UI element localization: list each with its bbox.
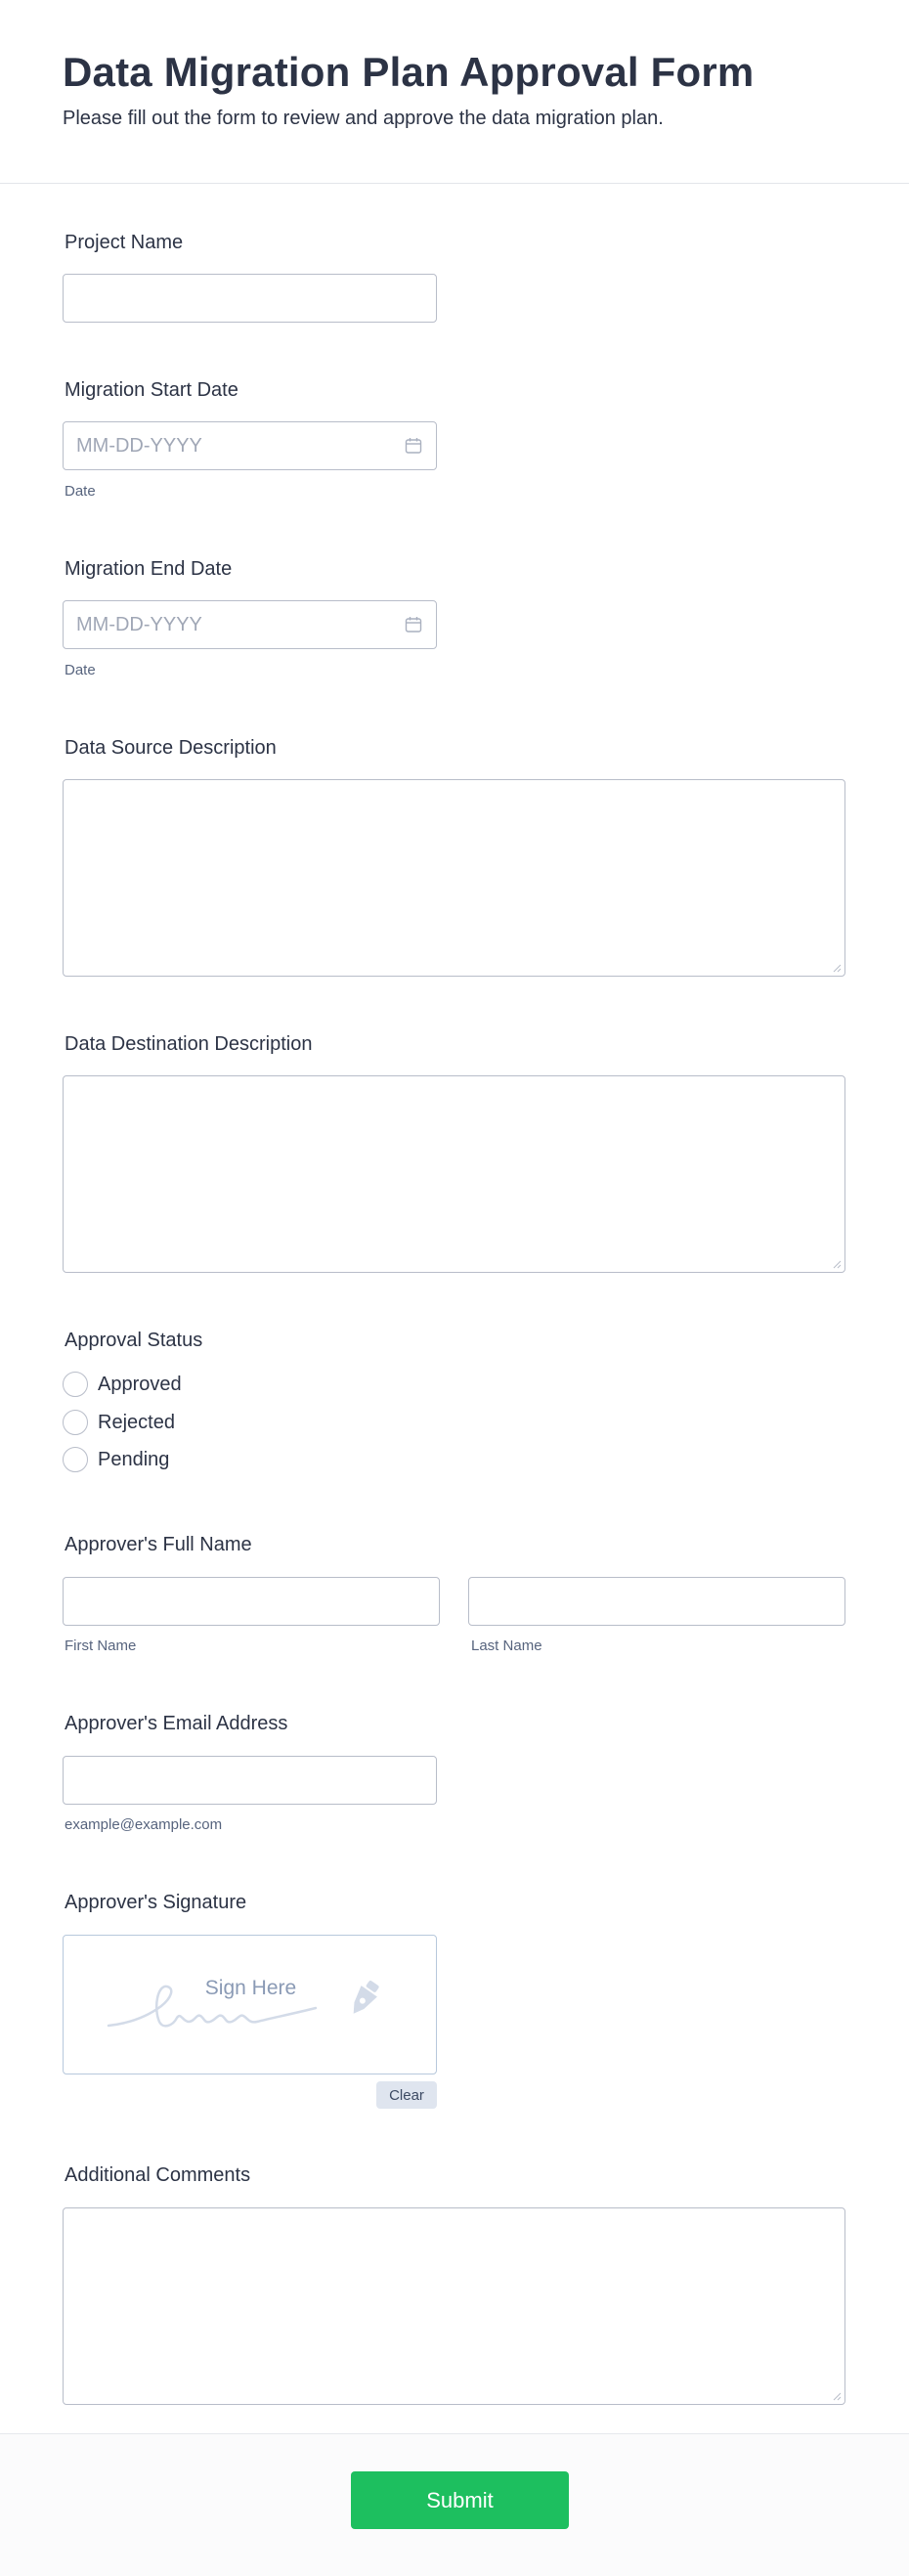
signature-clear-button[interactable]: Clear	[376, 2081, 437, 2109]
first-name-sublabel: First Name	[65, 1637, 137, 1654]
radio-button[interactable]	[63, 1447, 88, 1472]
start-date-sublabel: Date	[65, 483, 96, 500]
email-label: Approver's Email Address	[65, 1713, 288, 1734]
radio-option-pending[interactable]	[63, 1446, 169, 1473]
radio-button[interactable]	[63, 1410, 88, 1435]
submit-button[interactable]: Submit	[351, 2471, 569, 2529]
start-date-placeholder: MM-DD-YYYY	[76, 435, 202, 457]
calendar-icon[interactable]	[405, 437, 422, 455]
resize-grip-icon[interactable]	[832, 1259, 842, 1269]
end-date-label: Migration End Date	[65, 558, 233, 580]
project-name-label: Project Name	[65, 232, 184, 253]
destination-description-textarea[interactable]	[63, 1075, 845, 1273]
approval-status-label: Approval Status	[65, 1330, 203, 1351]
form-header	[0, 0, 909, 184]
radio-label: Rejected	[98, 1411, 175, 1433]
start-date-input[interactable]	[63, 421, 437, 470]
form-subtitle: Please fill out the form to review and approve the data migration plan.	[63, 108, 664, 129]
comments-textarea[interactable]	[63, 2207, 845, 2405]
radio-option-rejected[interactable]	[63, 1409, 175, 1436]
comments-label: Additional Comments	[65, 2164, 251, 2186]
last-name-sublabel: Last Name	[471, 1637, 542, 1654]
source-description-textarea[interactable]	[63, 779, 845, 977]
resize-grip-icon[interactable]	[832, 2391, 842, 2401]
destination-description-label: Data Destination Description	[65, 1033, 313, 1055]
signature-placeholder: Sign Here	[204, 1977, 297, 1999]
signature-pad[interactable]	[63, 1935, 437, 2074]
form-title: Data Migration Plan Approval Form	[63, 49, 755, 95]
signature-label: Approver's Signature	[65, 1892, 247, 1913]
radio-label: Pending	[98, 1448, 170, 1470]
end-date-sublabel: Date	[65, 662, 96, 678]
source-description-label: Data Source Description	[65, 737, 277, 759]
email-sublabel: example@example.com	[65, 1816, 223, 1833]
project-name-input[interactable]	[63, 274, 437, 323]
last-name-input[interactable]	[468, 1577, 845, 1626]
pen-nib-icon	[340, 1978, 387, 2021]
signature-scribble-icon	[107, 1979, 331, 2037]
end-date-input[interactable]	[63, 600, 437, 649]
start-date-label: Migration Start Date	[65, 379, 238, 401]
radio-label: Approved	[98, 1373, 182, 1395]
end-date-placeholder: MM-DD-YYYY	[76, 614, 202, 635]
radio-option-approved[interactable]	[63, 1371, 182, 1398]
email-input[interactable]	[63, 1756, 437, 1805]
radio-button[interactable]	[63, 1372, 88, 1397]
calendar-icon[interactable]	[405, 616, 422, 633]
full-name-label: Approver's Full Name	[65, 1534, 252, 1555]
resize-grip-icon[interactable]	[832, 963, 842, 973]
first-name-input[interactable]	[63, 1577, 440, 1626]
